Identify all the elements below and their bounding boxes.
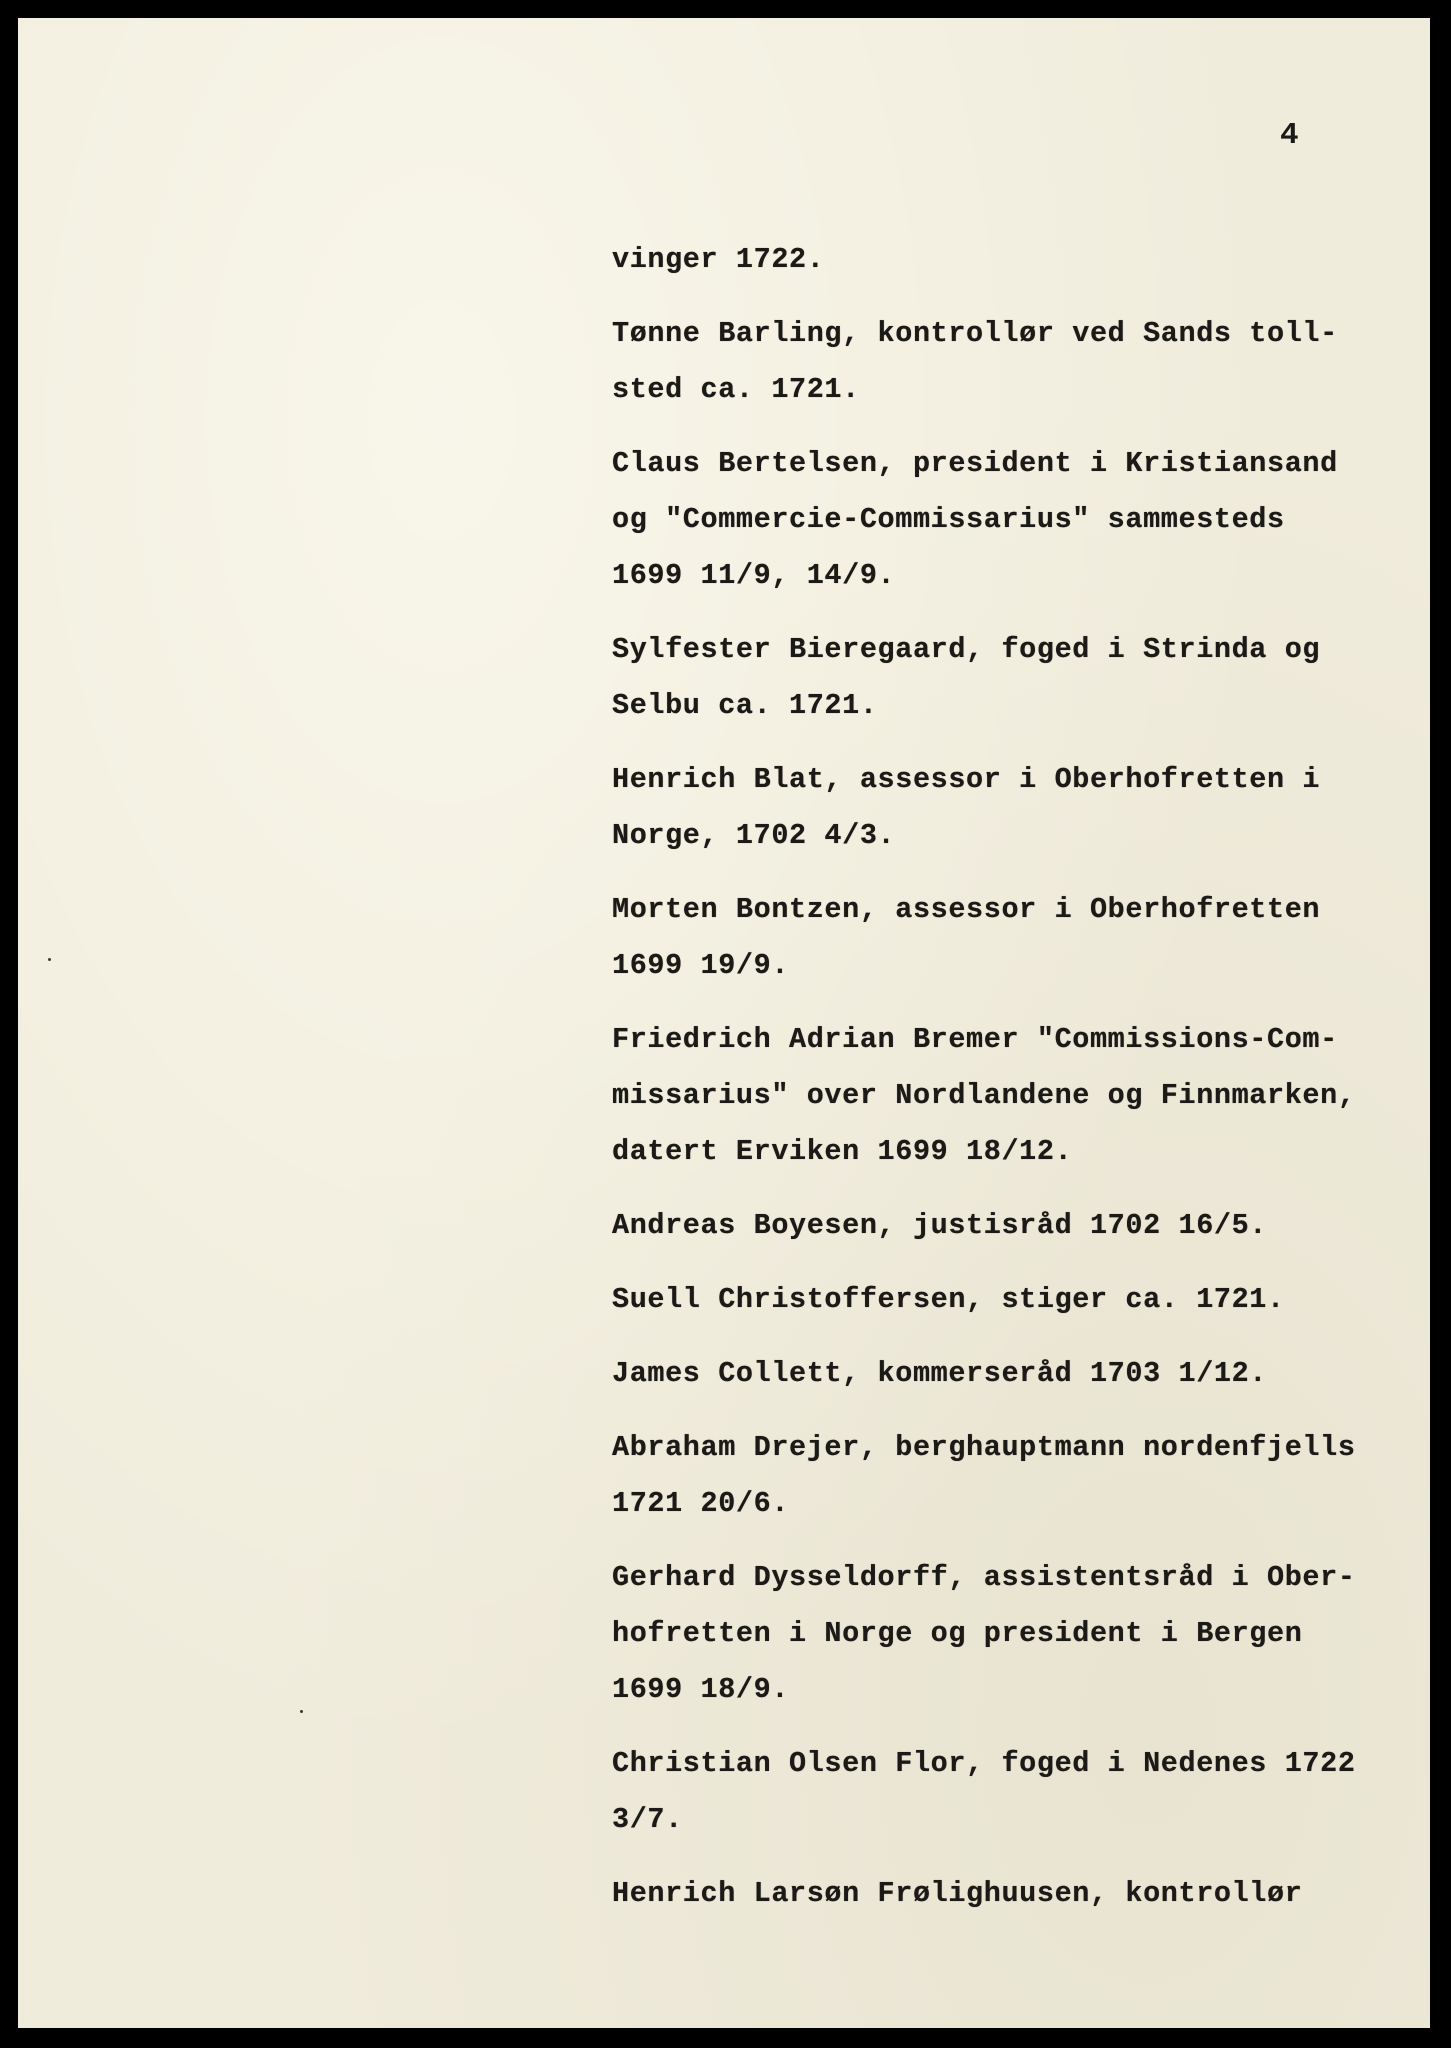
entry-line: 1721 20/6. — [612, 1487, 790, 1520]
entry-line: hofretten i Norge og president i Bergen — [612, 1617, 1303, 1650]
entry-line: Andreas Boyesen, justisråd 1702 16/5. — [612, 1209, 1268, 1242]
register-entry — [612, 1866, 1402, 1922]
entry-line: Henrich Blat, assessor i Oberhofretten i — [612, 763, 1321, 796]
register-entry — [612, 1272, 1402, 1328]
entry-line: Suell Christoffersen, stiger ca. 1721. — [612, 1283, 1285, 1316]
register-entry — [612, 882, 1402, 994]
register-entry — [612, 1550, 1402, 1718]
typewritten-page — [18, 18, 1430, 2028]
register-entry — [612, 232, 1402, 288]
register-entry — [612, 1346, 1402, 1402]
entry-list — [612, 232, 1402, 1940]
register-entry — [612, 1198, 1402, 1254]
paper-speck — [48, 958, 51, 961]
entry-line: 1699 11/9, 14/9. — [612, 559, 896, 592]
entry-line: Morten Bontzen, assessor i Oberhofretten — [612, 893, 1321, 926]
entry-line: missarius" over Nordlandene og Finnmarken, — [612, 1079, 1356, 1112]
entry-line: 1699 18/9. — [612, 1673, 790, 1706]
register-entry — [612, 306, 1402, 418]
page-number: 4 — [1280, 118, 1299, 153]
entry-line: 3/7. — [612, 1803, 683, 1836]
entry-line: vinger 1722. — [612, 243, 825, 276]
paper-speck — [300, 1710, 303, 1713]
entry-line: Claus Bertelsen, president i Kristiansand — [612, 447, 1338, 480]
entry-line: Abraham Drejer, berghauptmann nordenfjells — [612, 1431, 1356, 1464]
entry-line: Selbu ca. 1721. — [612, 689, 878, 722]
register-entry — [612, 622, 1402, 734]
entry-line: sted ca. 1721. — [612, 373, 860, 406]
register-entry — [612, 1736, 1402, 1848]
entry-line: og "Commercie-Commissarius" sammesteds — [612, 503, 1285, 536]
entry-line: Tønne Barling, kontrollør ved Sands toll- — [612, 317, 1338, 350]
entry-line: Henrich Larsøn Frølighuusen, kontrollør — [612, 1877, 1303, 1910]
entry-line: datert Erviken 1699 18/12. — [612, 1135, 1073, 1168]
entry-line: 1699 19/9. — [612, 949, 790, 982]
entry-line: Sylfester Bieregaard, foged i Strinda og — [612, 633, 1321, 666]
register-entry — [612, 1012, 1402, 1180]
register-entry — [612, 1420, 1402, 1532]
entry-line: James Collett, kommerseråd 1703 1/12. — [612, 1357, 1268, 1390]
entry-line: Christian Olsen Flor, foged i Nedenes 1722 — [612, 1747, 1356, 1780]
entry-line: Gerhard Dysseldorff, assistentsråd i Ober- — [612, 1561, 1356, 1594]
register-entry — [612, 436, 1402, 604]
entry-line: Friedrich Adrian Bremer "Commissions-Com- — [612, 1023, 1338, 1056]
register-entry — [612, 752, 1402, 864]
entry-line: Norge, 1702 4/3. — [612, 819, 896, 852]
